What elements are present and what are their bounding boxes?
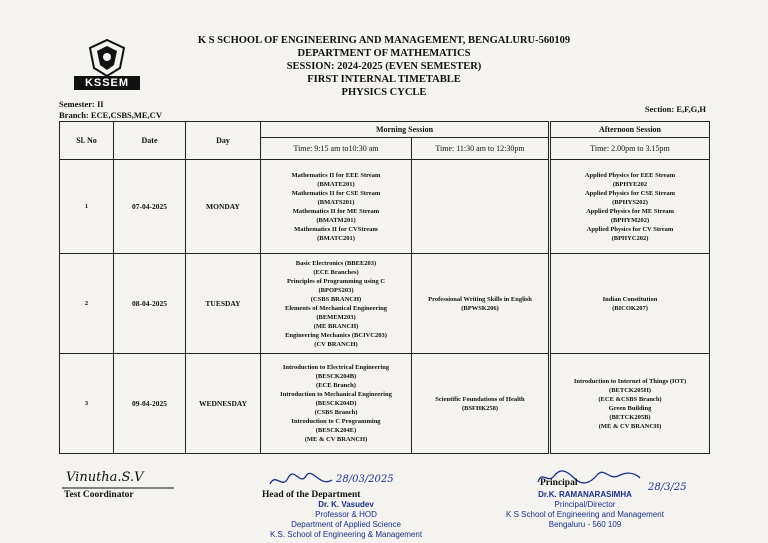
course-line: (ECE Branch) — [316, 382, 356, 389]
course-line: (BPHYM202) — [610, 216, 650, 224]
row-day: WEDNESDAY — [186, 354, 261, 454]
row-morning2 — [412, 354, 550, 454]
course-line: (ME & CV BRANCH) — [304, 436, 368, 443]
time-afternoon: Time: 2.00pm to 3.15pm — [550, 138, 710, 160]
principal-stamp-role: Principal/Director — [554, 500, 616, 509]
row-morning2 — [412, 160, 550, 254]
course-line: (ECE Branches) — [313, 268, 359, 276]
course-line: (BPHYS202) — [612, 198, 648, 206]
coordinator-signature: Vinutha.S.V — [66, 470, 144, 485]
course-line: Introduction to C Programming — [291, 418, 381, 425]
row-afternoon — [550, 354, 710, 454]
course-line: (BETCK205H) — [609, 386, 651, 394]
course-line: Mathematics II for ME Stream — [292, 207, 380, 215]
coordinator-title: Test Coordinator — [64, 490, 134, 500]
row-afternoon — [550, 254, 710, 354]
timetable-title: FIRST INTERNAL TIMETABLE — [307, 74, 461, 85]
time-morning-2: Time: 11:30 am to 12:30pm — [412, 138, 550, 160]
row-day: MONDAY — [186, 160, 261, 254]
hod-stamp-inst: K.S. School of Engineering & Management — [269, 530, 423, 539]
course-line: (BPHYE202 — [612, 180, 648, 188]
principal-stamp-name: Dr.K. RAMANARASIMHA — [538, 490, 632, 499]
course-line: (BMATS201) — [317, 198, 355, 206]
course-line: (BMATE201) — [317, 180, 355, 188]
institution-name: K S SCHOOL OF ENGINEERING AND MANAGEMENT, BENGALURU-560109 — [197, 35, 571, 46]
afternoon-session-header: Afternoon Session — [550, 122, 710, 138]
row-morning2 — [412, 254, 550, 354]
course-line: Introduction to Mechanical Engineering — [280, 391, 392, 398]
course-line: Mathematics II for CSE Stream — [291, 189, 381, 197]
row-slno: 1 — [60, 160, 114, 254]
morning-session-header: Morning Session — [261, 122, 550, 138]
course-line: (CSBS Branch) — [314, 409, 358, 416]
semester-label: Semester: II — [59, 99, 104, 109]
principal-stamp-inst: K S School of Engineering and Management — [506, 510, 664, 519]
course-line: Mathematics II for CVStream — [294, 225, 378, 233]
course-line: (BSFHK258) — [461, 404, 499, 412]
course-line: (BESCK204B) — [315, 373, 357, 380]
course-line: (BMATC201) — [317, 234, 355, 242]
row-morning1 — [261, 254, 412, 354]
course-line: Indian Constitution — [602, 295, 658, 303]
course-line: Applied Physics for EEE Stream — [584, 171, 676, 179]
col-header-date: Date — [114, 122, 186, 160]
course-line: Scientific Foundations of Health — [435, 395, 525, 403]
course-line: (ME BRANCH) — [313, 322, 359, 330]
course-line: (BETCK205B) — [609, 413, 651, 421]
row-morning1 — [261, 160, 412, 254]
table-row — [60, 354, 710, 454]
course-line: (CV BRANCH) — [314, 340, 358, 348]
row-date: 09-04-2025 — [114, 354, 186, 454]
hod-stamp-name: Dr. K. Vasudev — [318, 500, 374, 509]
section-label: Section: E,F,G,H — [644, 104, 706, 114]
course-line: Applied Physics for CSE Stream — [584, 189, 676, 197]
course-line: Mathematics II for EEE Stream — [291, 171, 381, 179]
col-header-day: Day — [186, 122, 261, 160]
row-slno: 3 — [60, 354, 114, 454]
course-line: (BEMEM203) — [316, 313, 356, 321]
course-line: Professional Writing Skills in English — [428, 295, 532, 303]
hod-stamp-dept: Department of Applied Science — [291, 520, 401, 529]
col-header-slno: Sl. No — [60, 122, 114, 160]
row-morning1 — [261, 354, 412, 454]
row-date: 08-04-2025 — [114, 254, 186, 354]
course-line: Introduction to Internet of Things (IOT) — [573, 377, 687, 385]
course-line: Applied Physics for CV Stream — [586, 225, 674, 233]
course-line: Engineering Mechanics (BCIVC203) — [285, 331, 387, 339]
course-line: (BESCK204D) — [315, 400, 357, 407]
course-line: (ME & CV BRANCH) — [598, 422, 662, 430]
course-line: (CSBS BRANCH) — [310, 295, 362, 303]
hod-stamp-role: Professor & HOD — [315, 510, 377, 519]
course-line: Elements of Mechanical Engineering — [284, 304, 387, 312]
branch-label: Branch: ECE,CSBS,ME,CV — [59, 110, 162, 120]
course-line: Applied Physics for ME Stream — [586, 207, 674, 215]
course-line: Green Building — [608, 404, 652, 412]
logo-text: KSSEM — [74, 76, 140, 90]
time-morning-1: Time: 9:15 am to10:30 am — [261, 138, 412, 160]
principal-stamp-city: Bengaluru - 560 109 — [548, 520, 622, 529]
course-line: Principles of Programming using C — [286, 277, 386, 285]
cycle-line: PHYSICS CYCLE — [341, 87, 427, 98]
row-afternoon — [550, 160, 710, 254]
principal-signature-date: 28/3/25 — [648, 482, 687, 493]
course-line: (BPOPS203) — [318, 286, 354, 294]
course-line: Basic Electronics (BBEE203) — [295, 259, 377, 267]
principal-title: Principal — [540, 478, 578, 488]
session-line: SESSION: 2024-2025 (EVEN SEMESTER) — [286, 61, 482, 72]
row-date: 07-04-2025 — [114, 160, 186, 254]
table-row — [60, 254, 710, 354]
row-slno: 2 — [60, 254, 114, 354]
course-line: Introduction to Electrical Engineering — [282, 364, 390, 371]
hod-signature-scribble — [266, 470, 336, 492]
hod-title: Head of the Department — [262, 490, 361, 500]
table-row — [60, 160, 710, 254]
course-line: (BPWSK206) — [461, 304, 499, 312]
row-day: TUESDAY — [186, 254, 261, 354]
course-line: (BICOK207) — [612, 304, 648, 312]
department-name: DEPARTMENT OF MATHEMATICS — [297, 48, 471, 59]
course-line: (BESCK204E) — [315, 427, 357, 434]
hod-signature: 28/03/2025 — [336, 474, 394, 485]
course-line: (ECE &CSBS Branch) — [598, 395, 662, 403]
course-line: (BMATM201) — [316, 216, 356, 224]
course-line: (BPHYC202) — [611, 234, 649, 242]
timetable — [59, 121, 710, 454]
